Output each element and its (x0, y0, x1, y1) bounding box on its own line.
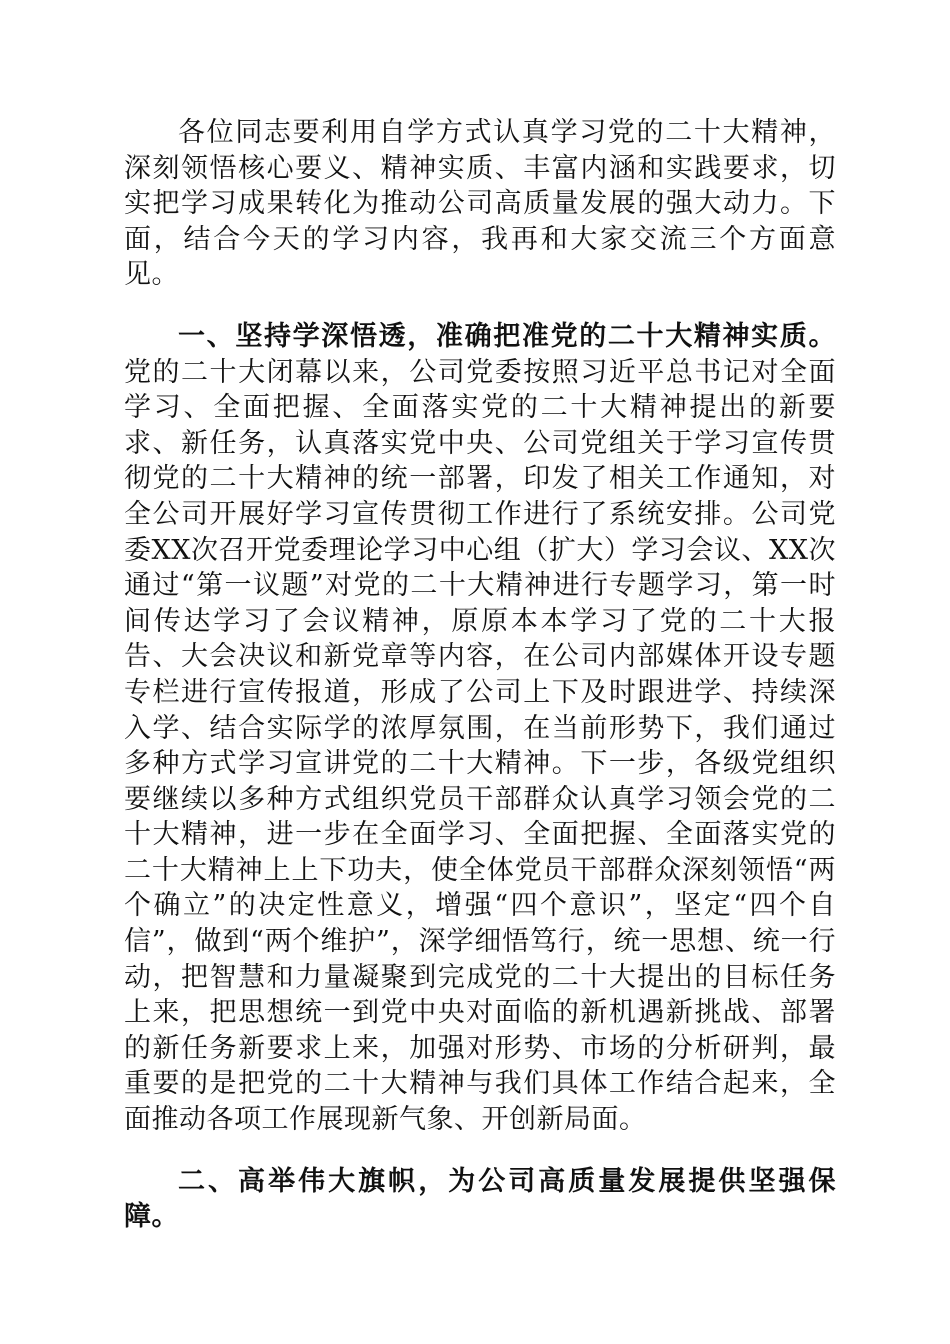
section-1-paragraph (124, 319, 836, 1138)
document-page (124, 115, 836, 1235)
section-1-heading: 一、坚持学深悟透，准确把准党的二十大精神实质。 (178, 320, 836, 352)
section-1-body: 党的二十大闭幕以来，公司党委按照习近平总书记对全面学习、全面把握、全面落实党的二十大精神提出的新要求、新任务，认真落实党中央、公司党组关于学习宣传贯彻党的二十大精神的统一部署，印发了相关工作通知，对全公司开展好学习宣传贯彻工作进行了系统安排。公司党委XX次召开党委理论学习中心组（扩大）学习会议、XX次通过“第一议题”对党的二十大精神进行专题学习，第一时间传达学习了会议精神，原原本本学习了党的二十大报告、大会决议和新党章等内容，在公司内部媒体开设专题专栏进行宣传报道，形成了公司上下及时跟进学、持续深入学、结合实际学的浓厚氛围，在当前形势下，我们通过多种方式学习宣讲党的二十大精神。下一步，各级党组织要继续以多种方式组织党员干部群众认真学习领会党的二十大精神，进一步在全面学习、全面把握、全面落实党的二十大精神上上下功夫，使全体党员干部群众深刻领悟“两个确立”的决定性意义，增强“四个意识”，坚定“四个自信”，做到“两个维护”，深学细悟笃行，统一思想、统一行动，把智慧和力量凝聚到完成党的二十大提出的目标任务上来，把思想统一到党中央对面临的新机遇新挑战、部署的新任务新要求上来，加强对形势、市场的分析研判，最重要的是把党的二十大精神与我们具体工作结合起来，全面推动各项工作展现新气象、开创新局面。 (124, 356, 836, 1136)
intro-paragraph (124, 115, 836, 293)
section-2-heading: 二、高举伟大旗帜，为公司高质量发展提供坚强保障。 (124, 1165, 836, 1233)
intro-text: 各位同志要利用自学方式认真学习党的二十大精神，深刻领悟核心要义、精神实质、丰富内涵和实践要求，切实把学习成果转化为推动公司高质量发展的强大动力。下面，结合今天的学习内容，我再和大家交流三个方面意见。 (124, 117, 836, 291)
section-2-paragraph (124, 1164, 836, 1235)
